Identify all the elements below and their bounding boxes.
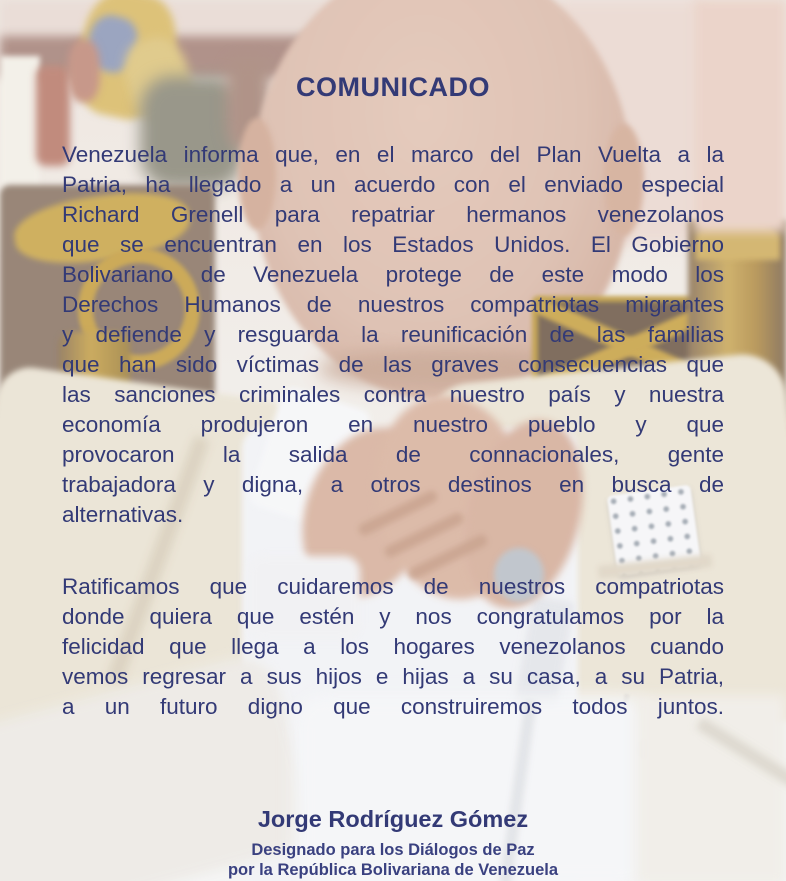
text-line: Patria, ha llegado a un acuerdo con el enviado especial bbox=[62, 172, 724, 197]
text-line: felicidad que llega a los hogares venezolanos cuando bbox=[62, 634, 724, 659]
signatory-role-line-1: Designado para los Diálogos de Paz bbox=[251, 841, 535, 859]
text-line: donde quiera que estén y nos congratulamos por la bbox=[62, 604, 724, 629]
signatory-role-line-2: por la República Bolivariana de Venezuela bbox=[227, 861, 559, 879]
paragraph-2 bbox=[62, 572, 724, 722]
text-line: a un futuro digno que construiremos todos juntos. bbox=[62, 694, 724, 719]
text-line: Derechos Humanos de nuestros compatriotas migrantes bbox=[62, 292, 724, 317]
text-line: vemos regresar a sus hijos e hijas a su casa, a su Patria, bbox=[62, 664, 724, 689]
paragraph-1 bbox=[62, 140, 724, 530]
text-line: que han sido víctimas de las graves consecuencias que bbox=[62, 352, 724, 377]
text-line: las sanciones criminales contra nuestro país y nuestra bbox=[62, 382, 724, 407]
signatory-name: Jorge Rodríguez Gómez bbox=[257, 806, 529, 832]
text-line: economía produjeron en nuestro pueblo y que bbox=[62, 412, 724, 437]
text-line: alternativas. bbox=[62, 502, 184, 527]
text-line: y defiende y resguarda la reunificación de las familias bbox=[62, 322, 724, 347]
text-line: trabajadora y digna, a otros destinos en busca de bbox=[62, 472, 724, 497]
text-line: Bolivariano de Venezuela protege de este modo los bbox=[62, 262, 724, 287]
text-line: Richard Grenell para repatriar hermanos venezolanos bbox=[62, 202, 724, 227]
page-title: COMUNICADO bbox=[296, 72, 490, 102]
text-line: Venezuela informa que, en el marco del Plan Vuelta a la bbox=[62, 142, 724, 167]
signature-block bbox=[0, 806, 786, 880]
text-line: Ratificamos que cuidaremos de nuestros compatriotas bbox=[62, 574, 724, 599]
text-line: provocaron la salida de connacionales, gente bbox=[62, 442, 724, 467]
text-line: que se encuentran en los Estados Unidos. El Gobierno bbox=[62, 232, 724, 257]
